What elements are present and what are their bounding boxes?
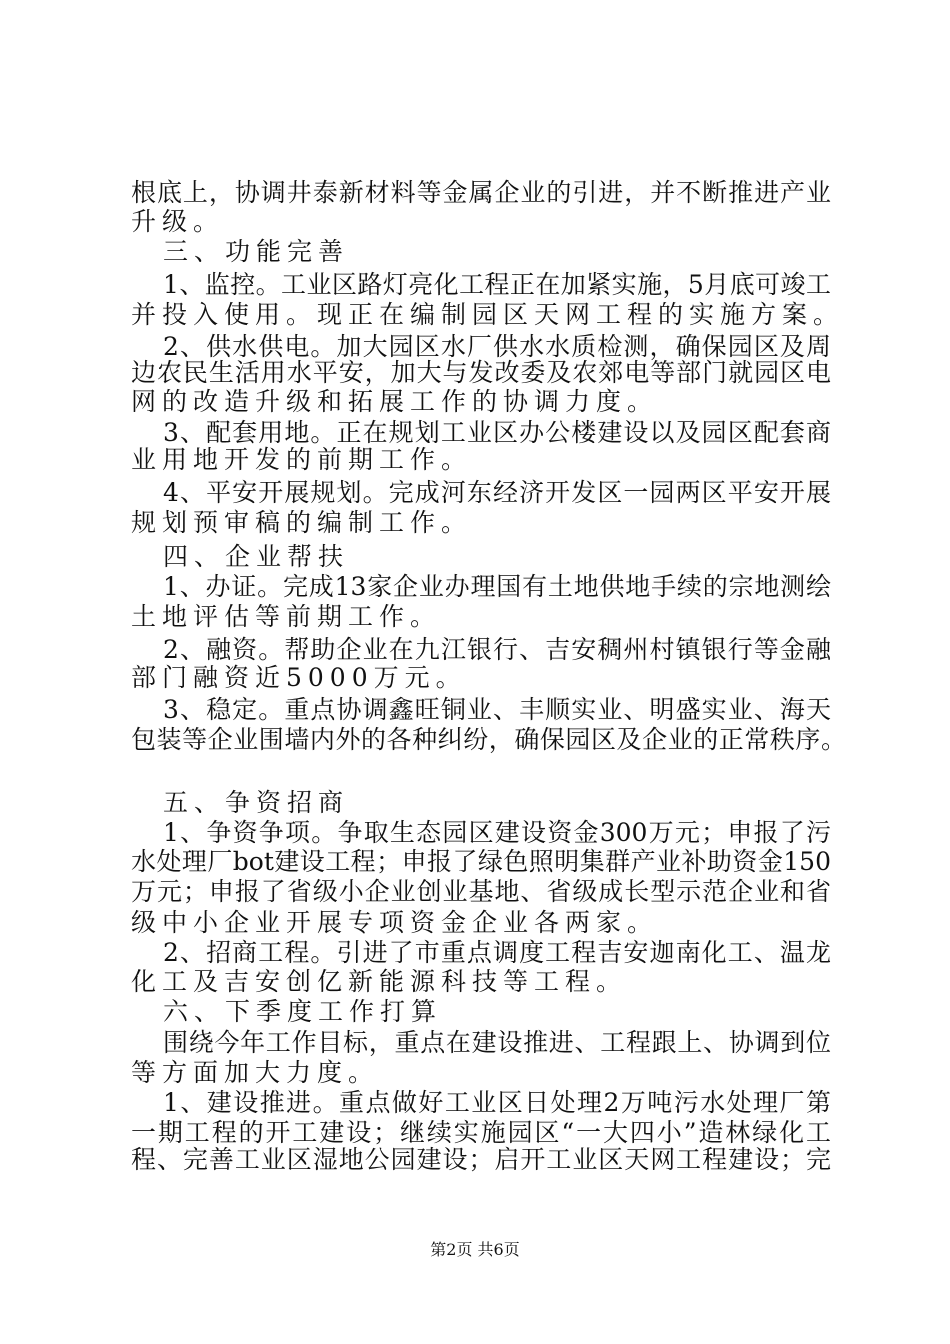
paragraph-line: 包装等企业围墙内外的各种纠纷，确保园区及企业的正常秩序。 (131, 725, 846, 754)
paragraph-line: 1、办证。完成13家企业办理国有土地供地手续的宗地测绘 (163, 572, 831, 601)
paragraph-line: 3、稳定。重点协调鑫旺铜业、丰顺实业、明盛实业、海天 (163, 695, 831, 724)
paragraph-line: 程、完善工业区湿地公园建设；启开工业区天网工程建设；完 (131, 1145, 831, 1174)
paragraph-line: 2、融资。帮助企业在九江银行、吉安稠州村镇银行等金融 (163, 635, 831, 664)
paragraph-line: 万元；申报了省级小企业创业基地、省级成长型示范企业和省 (131, 877, 831, 906)
paragraph-line: 一期工程的开工建设；继续实施园区“一大四小”造林绿化工 (131, 1118, 831, 1147)
paragraph-line: 并投入使用。现正在编制园区天网工程的实施方案。 (131, 300, 845, 329)
paragraph-line: 级中小企业开展专项资金企业各两家。 (131, 908, 659, 937)
page-footer: 第2页 共6页 (430, 1240, 520, 1259)
paragraph-line: 1、监控。工业区路灯亮化工程正在加紧实施，5月底可竣工 (163, 270, 831, 299)
paragraph-line: 网的改造升级和拓展工作的协调力度。 (131, 387, 659, 416)
paragraph-line: 1、争资争项。争取生态园区建设资金300万元；申报了污 (163, 818, 831, 847)
paragraph-line: 4、平安开展规划。完成河东经济开发区一园两区平安开展 (163, 478, 831, 507)
paragraph-line: 2、招商工程。引进了市重点调度工程吉安迦南化工、温龙 (163, 938, 831, 967)
paragraph-line: 根底上，协调井泰新材料等金属企业的引进，并不断推进产业 (131, 178, 831, 207)
paragraph-line: 围绕今年工作目标，重点在建设推进、工程跟上、协调到位 (163, 1028, 831, 1057)
section-heading: 六、下季度工作打算 (163, 997, 443, 1026)
paragraph-line: 3、配套用地。正在规划工业区办公楼建设以及园区配套商 (163, 418, 831, 447)
paragraph-line: 规划预审稿的编制工作。 (131, 508, 473, 537)
paragraph-line: 等方面加大力度。 (131, 1058, 380, 1087)
paragraph-line: 化工及吉安创亿新能源科技等工程。 (131, 967, 628, 996)
paragraph-line: 部门融资近5000万元。 (131, 663, 467, 692)
section-heading: 五、争资招商 (163, 788, 350, 817)
paragraph-line: 升级。 (131, 207, 225, 236)
paragraph-line: 2、供水供电。加大园区水厂供水水质检测，确保园区及周 (163, 332, 831, 361)
paragraph-line: 边农民生活用水平安，加大与发改委及农郊电等部门就园区电 (131, 358, 831, 387)
paragraph-line: 1、建设推进。重点做好工业区日处理2万吨污水处理厂第 (163, 1088, 831, 1117)
paragraph-line: 业用地开发的前期工作。 (131, 445, 473, 474)
paragraph-line: 土地评估等前期工作。 (131, 602, 442, 631)
paragraph-line: 水处理厂bot建设工程；申报了绿色照明集群产业补助资金150 (131, 847, 831, 876)
section-heading: 四、企业帮扶 (163, 542, 350, 571)
section-heading: 三、功能完善 (163, 237, 350, 266)
